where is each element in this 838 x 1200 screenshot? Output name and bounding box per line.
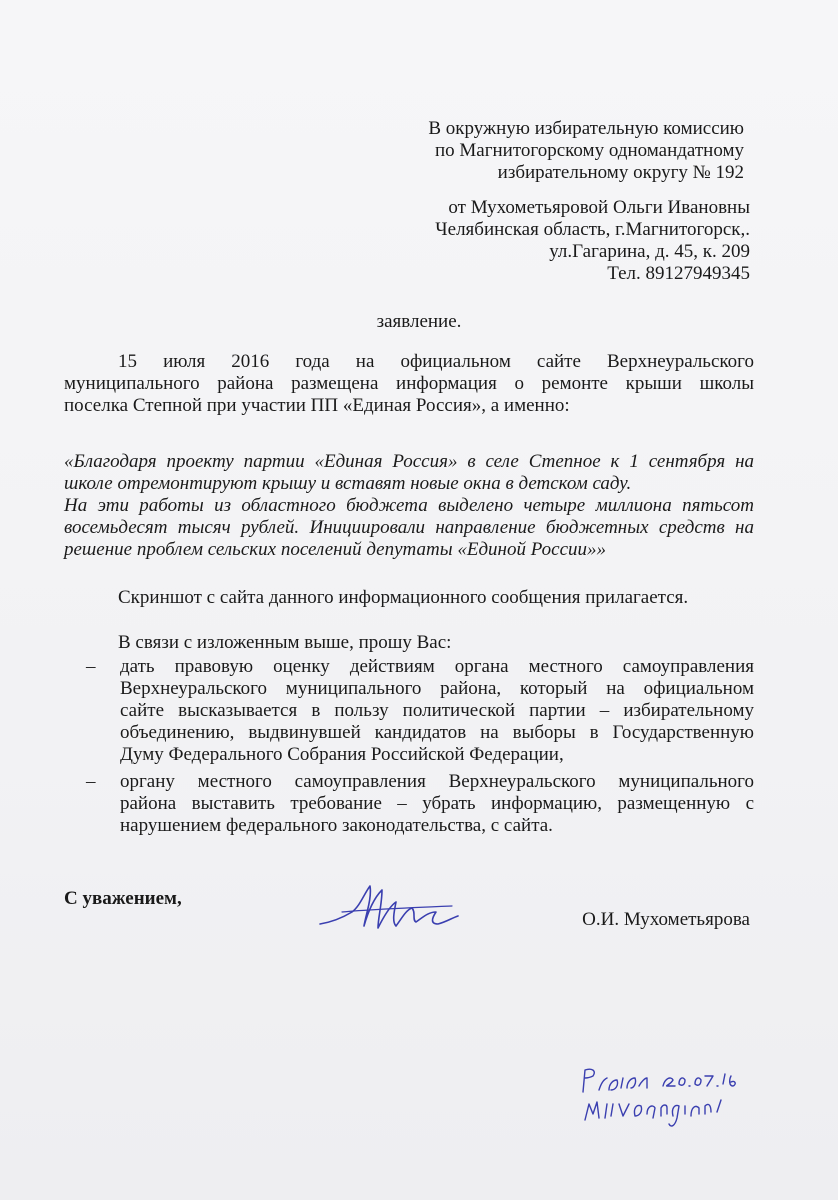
request-item: [64, 656, 754, 766]
sender-street: ул.Гагарина, д. 45, к. 209: [549, 241, 750, 262]
screenshot-note: Скриншот с сайта данного информационного сообщения прилагается.: [118, 587, 689, 608]
request-item: [64, 771, 754, 837]
request-line: объединению, выдвинувшей кандидатов на выборы в Государственную: [120, 722, 754, 743]
sender-block: [435, 197, 750, 285]
request-line: района выставить требование – убрать информацию, размещенную с: [120, 793, 754, 814]
intro-line: 15 июля 2016 года на официальном сайте Верхнеуральского: [118, 351, 754, 372]
request-line: Верхнеуральского муниципального района, который на официальном: [120, 678, 754, 699]
quote-line: решение проблем сельских поселений депутаты «Единой России»»: [64, 539, 607, 560]
signatory-name: О.И. Мухометьярова: [582, 909, 750, 930]
request-line: сайте высказывается в пользу политической партии – избирательному: [120, 700, 754, 721]
quote-line: восемьдесят тысяч рублей. Инициировали направление бюджетных средств на: [64, 517, 754, 538]
recipient-line: В окружную избирательную комиссию: [428, 118, 744, 139]
intro-paragraph: [64, 351, 754, 417]
closing-phrase: С уважением,: [64, 888, 182, 909]
request-line: нарушением федерального законодательства, с сайта.: [120, 815, 553, 836]
recipient-line: по Магнитогорскому одномандатному: [434, 140, 744, 161]
bullet-dash: –: [86, 656, 96, 677]
quote-line: «Благодаря проекту партии «Единая Россия» в селе Степное к 1 сентября на: [64, 451, 754, 472]
request-line: органу местного самоуправления Верхнеуральского муниципального: [120, 771, 754, 792]
quote-line: На эти работы из областного бюджета выделено четыре миллиона пятьсот: [64, 495, 754, 516]
quote-paragraph: [64, 451, 754, 561]
bullet-dash: –: [86, 771, 96, 792]
request-intro: В связи с изложенным выше, прошу Вас:: [118, 632, 452, 653]
intro-line: поселка Степной при участии ПП «Единая Россия», а именно:: [64, 395, 570, 416]
intro-line: муниципального района размещена информация о ремонте крыши школы: [64, 373, 754, 394]
document-title: заявление.: [376, 311, 462, 332]
handwritten-received-note: [575, 1056, 750, 1136]
request-line: дать правовую оценку действиям органа местного самоуправления: [120, 656, 754, 677]
request-line: Думу Федерального Собрания Российской Федерации,: [120, 744, 564, 765]
sender-name: от Мухометьяровой Ольги Ивановны: [448, 197, 750, 218]
sender-phone: Тел. 89127949345: [607, 263, 750, 284]
handwritten-signature: [312, 872, 462, 942]
sender-region: Челябинская область, г.Магнитогорск,.: [435, 219, 750, 240]
quote-line: школе отремонтируют крышу и вставят новые окна в детском саду.: [64, 473, 632, 494]
recipient-block: [428, 118, 744, 184]
recipient-line: избирательному округу № 192: [497, 162, 744, 183]
